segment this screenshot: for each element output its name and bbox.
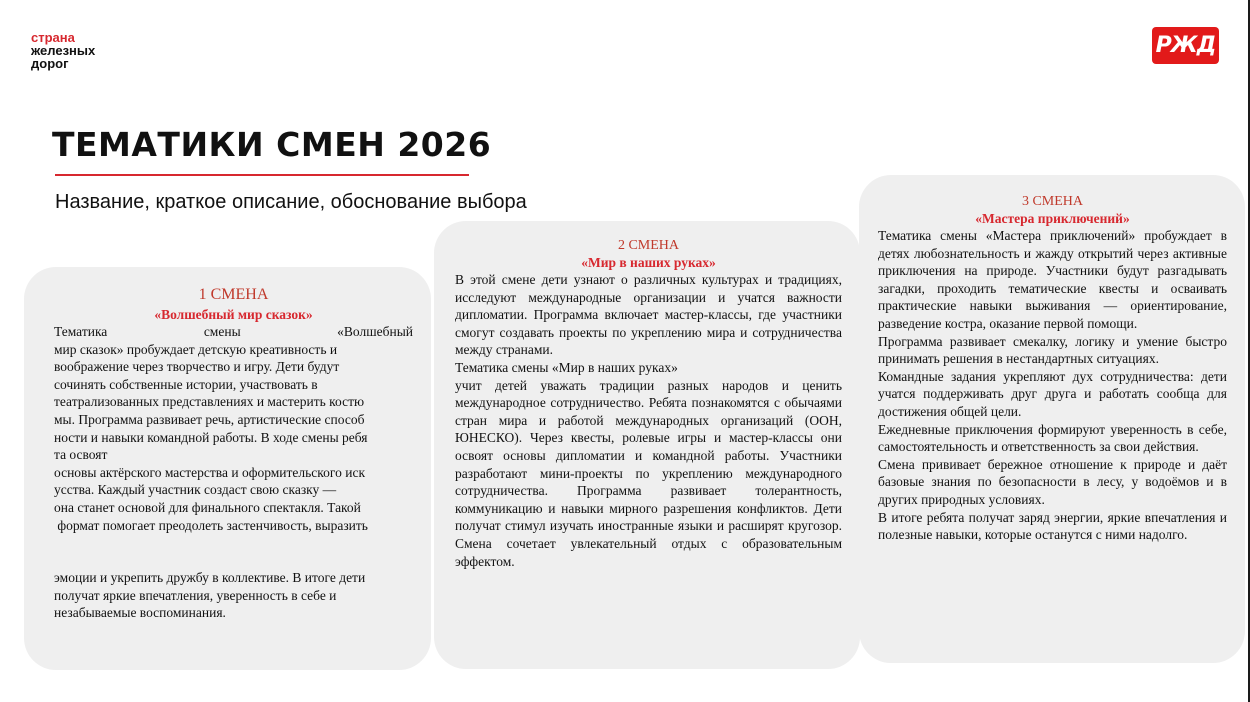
title-underline xyxy=(55,174,469,176)
shift-card-3-description xyxy=(878,227,1227,544)
text-line: формат помогает преодолеть застенчивость, выразить xyxy=(54,517,368,533)
brand-line-2: железных xyxy=(31,43,96,58)
page-subtitle: Название, краткое описание, обоснование выбора xyxy=(55,191,527,213)
brand-wordmark xyxy=(31,31,95,70)
shift-card-1-description xyxy=(54,323,413,622)
text-paragraph: Программа развивает смекалку, логику и умение быстро принимать решения в нестандартных ситуациях. xyxy=(878,333,1227,367)
shift-card-1-name: «Волшебный мир сказок» xyxy=(154,307,313,322)
rzd-logo xyxy=(1152,27,1219,64)
text-paragraph: Командные задания укрепляют дух сотрудничества: дети учатся поддерживать друг друга и работать сообща для достижения общей цели. xyxy=(878,368,1227,419)
text-line: та освоят xyxy=(54,447,108,463)
text-word: Тематика xyxy=(54,324,108,339)
text-word: «Волшебный xyxy=(337,324,413,339)
text-line: основы актёрского мастерства и оформительского иск xyxy=(54,464,366,480)
brand-line-3: дорог xyxy=(31,56,69,71)
text-line: воображение через творчество и игру. Дети будут xyxy=(54,359,340,375)
shift-card-2-description xyxy=(455,271,842,570)
shift-card-2-number: 2 СМЕНА xyxy=(617,238,680,253)
shift-card-2-name: «Мир в наших руках» xyxy=(581,255,716,270)
shift-card-3 xyxy=(859,175,1245,663)
rzd-logo-text: РЖД xyxy=(1155,33,1216,58)
text-paragraph: В итоге ребята получат заряд энергии, яркие впечатления и полезные навыки, которые останутся с ними надолго. xyxy=(878,509,1227,543)
shift-card-3-name: «Мастера приключений» xyxy=(975,211,1130,226)
text-paragraph: В этой смене дети узнают о различных культурах и традициях, исследуют международные организации и учатся важности дипломатии. Программа включает мастер-классы, где участники смогут создавать проекты по укреплению мира и сотрудничества между странами. xyxy=(455,272,842,358)
shift-card-3-number: 3 СМЕНА xyxy=(1021,194,1084,209)
text-line: усства. Каждый участник создаст свою сказку — xyxy=(54,482,337,498)
text-paragraph: Смена прививает бережное отношение к природе и даёт базовые знания по безопасности в лесу, у водоёмов и в других природных условиях. xyxy=(878,456,1227,507)
shift-card-1-number: 1 СМЕНА xyxy=(198,286,269,303)
text-line: незабываемые воспоминания. xyxy=(54,605,226,621)
text-paragraph: Тематика смены «Мастера приключений» пробуждает в детях любознательность и жажду открытий через активные приключения на природе. Участники будут разгадывать загадки, проходить тематические квесты и осваивать практические навыки выживания — ориентирование, разведение костра, оказание первой помощи. xyxy=(878,228,1227,331)
text-paragraph: учит детей уважать традиции разных народов и ценить международное сотрудничество. Ребята познакомятся с обычаями стран мира и работой международных организаций (ООН, ЮНЕСКО). Через квесты, ролевые игры и мастер-классы они освоят основы дипломатии и командной работы. Участники разработают мини-проекты по укреплению международного сотрудничества. Программа развивает толерантность, коммуникацию и навыки мирного разрешения конфликтов. Дети получат стимул изучать иностранные языки и расширят кругозор. Смена сочетает увлекательный отдых с образовательным эффектом. xyxy=(455,377,842,569)
text-paragraph: Тематика смены «Мир в наших руках» xyxy=(455,359,678,375)
text-line: мир сказок» пробуждает детскую креативность и xyxy=(54,341,338,357)
paragraph-gap xyxy=(54,534,413,569)
brand-line-1: страна xyxy=(31,30,75,45)
text-line: получат яркие впечатления, уверенность в себе и xyxy=(54,587,337,603)
text-line: ности и навыки командной работы. В ходе смены ребя xyxy=(54,429,368,445)
shift-card-1-first-line xyxy=(54,323,413,341)
text-line: театрализованных представлениях и мастерить костю xyxy=(54,394,365,410)
text-line: мы. Программа развивает речь, артистические способ xyxy=(54,411,365,427)
text-line: она станет основой для финального спектакля. Такой xyxy=(54,499,361,515)
text-word: смены xyxy=(203,324,241,339)
page-title: ТЕМАТИКИ СМЕН 2026 xyxy=(52,125,492,164)
text-line: эмоции и укрепить дружбу в коллективе. В итоге дети xyxy=(54,570,366,586)
shift-card-1 xyxy=(24,267,431,670)
text-line: сочинять собственные истории, участвовать в xyxy=(54,376,318,392)
text-paragraph: Ежедневные приключения формируют уверенность в себе, самостоятельность и ответственность за свои действия. xyxy=(878,421,1227,455)
shift-card-2 xyxy=(434,221,860,669)
